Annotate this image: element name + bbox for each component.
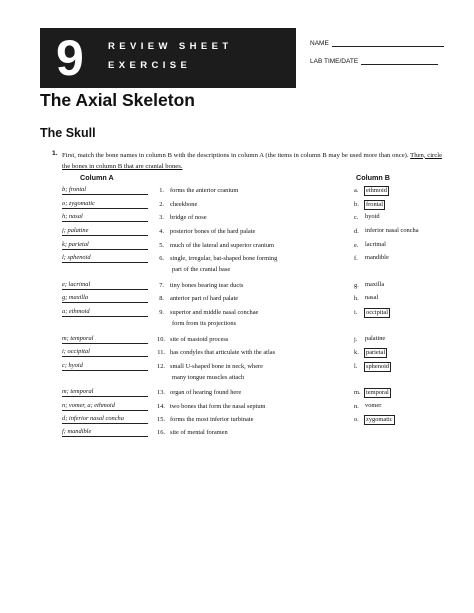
- choice-letter: o.: [354, 416, 359, 423]
- bone-choice-sphenoid[interactable]: sphenoid: [366, 363, 390, 370]
- answer-blank[interactable]: d; inferior nasal concha: [62, 415, 148, 424]
- name-blank[interactable]: [332, 40, 444, 47]
- item-number: 1.: [159, 187, 164, 194]
- answer-blank[interactable]: h; nasal: [62, 213, 148, 222]
- item-description: superior and middle nasal conchae: [170, 309, 259, 316]
- item-description: form from its projections: [172, 320, 237, 327]
- bone-choice-lacrimal[interactable]: lacrimal: [365, 241, 386, 248]
- item-description: many tongue muscles attach: [172, 374, 245, 381]
- choice-letter: c.: [354, 214, 359, 221]
- choice-letter: h.: [354, 295, 359, 302]
- lab-time-blank[interactable]: [361, 58, 438, 65]
- choice-letter: g.: [354, 282, 359, 289]
- exercise-label: EXERCISE: [108, 60, 192, 71]
- answer-blank[interactable]: f; mandible: [62, 428, 148, 437]
- bone-choice-mandible[interactable]: mandible: [365, 254, 389, 261]
- item-number: 14.: [157, 403, 165, 410]
- bone-choice-nasal[interactable]: nasal: [365, 294, 379, 301]
- choice-letter: d.: [354, 228, 359, 235]
- lab-time-field: [310, 58, 438, 65]
- bone-choice-maxilla[interactable]: maxilla: [365, 281, 385, 288]
- item-description: much of the lateral and superior cranium: [170, 242, 274, 249]
- instructions-text: First, match the bone names in column B with the descriptions in column A (the items in column B may be used more than once).: [62, 151, 409, 159]
- answer-blank[interactable]: b; frontal: [62, 186, 148, 195]
- choice-letter: l.: [354, 363, 358, 370]
- item-description: single, irregular, bat-shaped bone forming: [170, 255, 278, 262]
- choice-letter: i.: [354, 309, 358, 316]
- item-number: 10.: [157, 336, 165, 343]
- answer-blank[interactable]: j; palatine: [62, 227, 148, 236]
- answer-blank[interactable]: a; ethmoid: [62, 308, 148, 317]
- item-description: anterior part of hard palate: [170, 295, 239, 302]
- choice-letter: e.: [354, 242, 359, 249]
- item-number: 13.: [157, 389, 165, 396]
- item-description: has condyles that articulate with the atlas: [170, 349, 276, 356]
- item-description: site of mastoid process: [170, 336, 229, 343]
- item-description: small U-shaped bone in neck, where: [170, 363, 263, 370]
- bone-choice-inferior-nasal-concha[interactable]: inferior nasal concha: [365, 227, 419, 234]
- bone-choice-hyoid[interactable]: hyoid: [365, 213, 380, 220]
- item-number: 2.: [159, 201, 164, 208]
- item-description: posterior bones of the hard palate: [170, 228, 256, 235]
- item-number: 9.: [159, 309, 164, 316]
- answer-blank[interactable]: m; temporal: [62, 388, 148, 397]
- item-description: tiny bones bearing tear ducts: [170, 282, 244, 289]
- item-number: 7.: [159, 282, 164, 289]
- answer-blank[interactable]: g; maxilla: [62, 294, 148, 303]
- item-number: 3.: [159, 214, 164, 221]
- bone-choice-frontal[interactable]: frontal: [366, 201, 384, 208]
- choice-letter: n.: [354, 403, 359, 410]
- item-description: organ of hearing found here: [170, 389, 242, 396]
- item-number: 15.: [157, 416, 165, 423]
- section-title: The Skull: [40, 126, 96, 140]
- question-number: 1.: [52, 150, 58, 157]
- item-description: two bones that form the nasal septum: [170, 403, 266, 410]
- choice-letter: m.: [354, 389, 361, 396]
- item-description: forms the most inferior turbinate: [170, 416, 254, 423]
- choice-letter: f.: [354, 255, 358, 262]
- answer-blank[interactable]: k; parietal: [62, 241, 148, 250]
- bone-choice-zygomatic[interactable]: zygomatic: [366, 416, 393, 423]
- item-description: forms the anterior cranium: [170, 187, 239, 194]
- choice-letter: k.: [354, 349, 359, 356]
- column-a-heading: Column A: [80, 173, 114, 182]
- item-description: site of mental foramen: [170, 429, 228, 436]
- item-number: 16.: [157, 429, 165, 436]
- item-number: 4.: [159, 228, 164, 235]
- item-number: 5.: [159, 242, 164, 249]
- answer-blank[interactable]: l; sphenoid: [62, 254, 148, 263]
- item-number: 11.: [157, 349, 165, 356]
- item-number: 8.: [159, 295, 164, 302]
- answer-blank[interactable]: o; zygomatic: [62, 200, 148, 209]
- page-title: The Axial Skeleton: [40, 90, 195, 110]
- instructions: [62, 150, 448, 172]
- bone-choice-palatine[interactable]: palatine: [365, 335, 386, 342]
- bone-choice-ethmoid[interactable]: ethmoid: [366, 187, 387, 194]
- answer-blank[interactable]: n; vomer, a; ethmoid: [62, 402, 148, 411]
- choice-letter: a.: [354, 187, 359, 194]
- review-sheet-label: REVIEW SHEET: [108, 41, 233, 52]
- lab-time-label: LAB TIME/DATE: [310, 58, 359, 65]
- item-description: part of the cranial base: [172, 266, 231, 273]
- item-description: cheekbone: [170, 201, 198, 208]
- bone-choice-occipital[interactable]: occipital: [366, 309, 389, 316]
- answer-blank[interactable]: c; hyoid: [62, 362, 148, 371]
- bone-choice-temporal[interactable]: temporal: [366, 389, 389, 396]
- item-description: bridge of nose: [170, 214, 207, 221]
- bone-choice-vomer[interactable]: vomer: [365, 402, 382, 409]
- item-number: 6.: [159, 255, 164, 262]
- answer-blank[interactable]: i; occipital: [62, 348, 148, 357]
- bone-choice-parietal[interactable]: parietal: [366, 349, 386, 356]
- answer-blank[interactable]: m; temporal: [62, 335, 148, 344]
- choice-letter: j.: [354, 336, 358, 343]
- review-sheet-header: [40, 28, 296, 88]
- choice-letter: b.: [354, 201, 359, 208]
- exercise-number: 9: [56, 30, 84, 86]
- name-field: [310, 40, 444, 47]
- item-number: 12.: [157, 363, 165, 370]
- instructions-circle-note: Then, circle the bones in column B that are cranial bones.: [62, 151, 443, 170]
- name-label: NAME: [310, 40, 329, 47]
- column-b-heading: Column B: [356, 173, 390, 182]
- answer-blank[interactable]: e; lacrimal: [62, 281, 148, 290]
